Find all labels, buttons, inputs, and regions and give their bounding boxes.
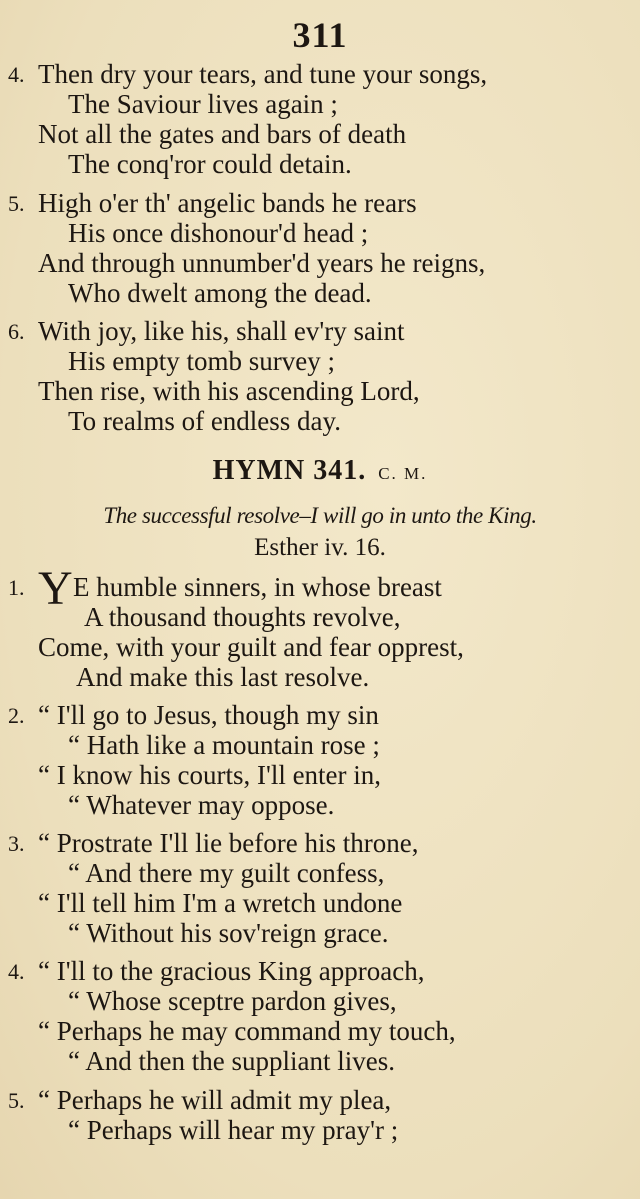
verse-line: “ I'll go to Jesus, though my sin <box>38 700 379 730</box>
verse-line: “ I'll to the gracious King approach, <box>38 956 425 986</box>
drop-cap: Y <box>38 562 73 615</box>
verse-line: “ Without his sov'reign grace. <box>68 918 389 948</box>
verse-line: Not all the gates and bars of death <box>38 119 407 149</box>
hymn-heading <box>0 454 640 491</box>
verse-line: “ And then the suppliant lives. <box>68 1046 395 1076</box>
verse-number: 5. <box>8 191 25 216</box>
verse-line: And through unnumber'd years he reigns, <box>38 248 486 278</box>
verse-number: 1. <box>8 575 25 600</box>
verse-line: A thousand thoughts revolve, <box>84 602 401 632</box>
verse-line: With joy, like his, shall ev'ry saint <box>38 316 405 346</box>
verse-line: The conq'ror could detain. <box>68 149 352 179</box>
verse-line: “ Prostrate I'll lie before his throne, <box>38 828 419 858</box>
verse-line: Then rise, with his ascending Lord, <box>38 376 420 406</box>
verse-number: 3. <box>8 831 25 856</box>
verse-line: Who dwelt among the dead. <box>68 278 372 308</box>
verse-line: To realms of endless day. <box>68 406 342 436</box>
verse-line: E humble sinners, in whose breast <box>73 572 442 602</box>
verse-line: “ And there my guilt confess, <box>68 858 385 888</box>
verse-line: His empty tomb survey ; <box>68 346 335 376</box>
verse-line: “ I know his courts, I'll enter in, <box>38 760 382 790</box>
verse-number: 4. <box>8 62 25 87</box>
verse-number: 5. <box>8 1088 25 1113</box>
verse-number: 4. <box>8 959 25 984</box>
verse-line: High o'er th' angelic bands he rears <box>38 188 417 218</box>
verse-line: His once dishonour'd head ; <box>68 218 369 248</box>
hymn-meter: C. M. <box>378 464 428 483</box>
scripture-reference: Esther iv. 16. <box>254 534 386 561</box>
verse-line: “ I'll tell him I'm a wretch undone <box>38 888 403 918</box>
page-number: 311 <box>292 15 348 55</box>
verse-line: “ Perhaps he may command my touch, <box>38 1016 456 1046</box>
verse-line: “ Whatever may oppose. <box>68 790 335 820</box>
verse-line: “ Whose sceptre pardon gives, <box>68 986 397 1016</box>
verse-line: The Saviour lives again ; <box>68 89 338 119</box>
verse-line: Then dry your tears, and tune your songs, <box>38 59 488 89</box>
verse-number: 6. <box>8 319 25 344</box>
hymn-title: HYMN 341. <box>212 455 367 486</box>
verse-line: And make this last resolve. <box>76 662 370 692</box>
verse-line: “ Perhaps he will admit my plea, <box>38 1085 392 1115</box>
verse-number: 2. <box>8 703 25 728</box>
verse-line: Come, with your guilt and fear opprest, <box>38 632 464 662</box>
verse-line: “ Hath like a mountain rose ; <box>68 730 380 760</box>
hymn-subtitle: The successful resolve–I will go in unto the King. <box>103 503 537 528</box>
verse-line: “ Perhaps will hear my pray'r ; <box>68 1115 399 1145</box>
